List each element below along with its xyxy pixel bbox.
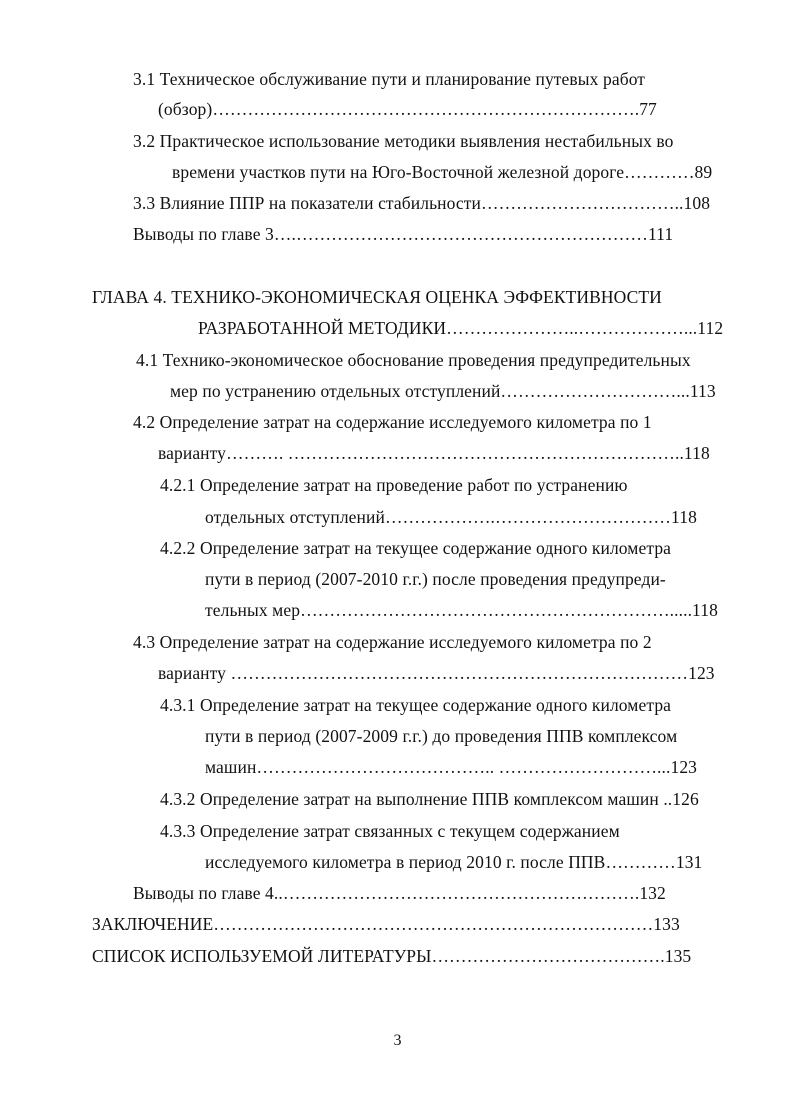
toc-entry-4-3-1-line3: машин………………………………….. ………………………...123 xyxy=(205,757,698,777)
toc-entry-4-2-2-line1: 4.2.2 Определение затрат на текущее содержание одного километра xyxy=(160,538,672,558)
toc-entry-4-1-line1: 4.1 Технико-экономическое обоснование проведения предупредительных xyxy=(136,350,691,370)
toc-conclusions-ch4: Выводы по главе 4..…………………………………………………….132 xyxy=(133,883,666,903)
toc-entry-4-3-line2: варианту ……………………………………………………………………123 xyxy=(158,663,715,683)
toc-entry-4-2-1-line2: отдельных отступлений……………….…………………………118 xyxy=(205,507,697,527)
toc-entry-3-2-line1: 3.2 Практическое использование методики выявления нестабильных во xyxy=(133,131,674,151)
toc-entry-4-3-line1: 4.3 Определение затрат на содержание исследуемого километра по 2 xyxy=(133,632,652,652)
toc-entry-4-3-1-line2: пути в период (2007-2009 г.г.) до проведения ППВ комплексом xyxy=(205,726,678,746)
toc-chapter-4-line2: РАЗРАБОТАННОЙ МЕТОДИКИ…………………..………………...112 xyxy=(198,318,724,338)
toc-entry-4-3-1-line1: 4.3.1 Определение затрат на текущее содержание одного километра xyxy=(160,695,672,715)
toc-conclusion: ЗАКЛЮЧЕНИЕ…………………………………………………………………133 xyxy=(92,914,680,934)
toc-entry-4-3-3-line1: 4.3.3 Определение затрат связанных с текущем содержанием xyxy=(160,821,620,841)
toc-entry-3-1-line1: 3.1 Техническое обслуживание пути и планирование путевых работ xyxy=(133,69,646,89)
toc-chapter-4-line1: ГЛАВА 4. ТЕХНИКО-ЭКОНОМИЧЕСКАЯ ОЦЕНКА ЭФФЕКТИВНОСТИ xyxy=(92,287,662,307)
toc-entry-3-3: 3.3 Влияние ППР на показатели стабильности……………………………..108 xyxy=(133,193,711,213)
toc-entry-3-1-line2: (обзор)……………………………………………………………….77 xyxy=(158,99,657,119)
toc-entry-4-3-3-line2: исследуемого километра в период 2010 г. после ППВ…………131 xyxy=(205,852,703,872)
toc-entry-4-2-2-line3: тельных мер……………………………………………………….....118 xyxy=(205,600,718,620)
toc-references: СПИСОК ИСПОЛЬЗУЕМОЙ ЛИТЕРАТУРЫ………………………………….135 xyxy=(92,946,692,966)
toc-conclusions-ch3: Выводы по главе 3….……………………………………………………111 xyxy=(133,224,674,244)
toc-entry-4-2-line2: варианту………. …………………………………………………………..118 xyxy=(158,443,710,463)
toc-entry-4-3-2: 4.3.2 Определение затрат на выполнение ППВ комплексом машин ..126 xyxy=(160,789,699,809)
toc-entry-3-2-line2: времени участков пути на Юго-Восточной железной дороге…………89 xyxy=(172,162,713,182)
toc-entry-4-1-line2: мер по устранению отдельных отступлений…………………………...113 xyxy=(170,381,716,401)
toc-entry-4-2-line1: 4.2 Определение затрат на содержание исследуемого километра по 1 xyxy=(133,412,652,432)
toc-entry-4-2-2-line2: пути в период (2007-2010 г.г.) после проведения предупреди- xyxy=(205,569,666,589)
toc-entry-4-2-1-line1: 4.2.1 Определение затрат на проведение работ по устранению xyxy=(160,475,628,495)
page-number: 3 xyxy=(393,1032,402,1049)
